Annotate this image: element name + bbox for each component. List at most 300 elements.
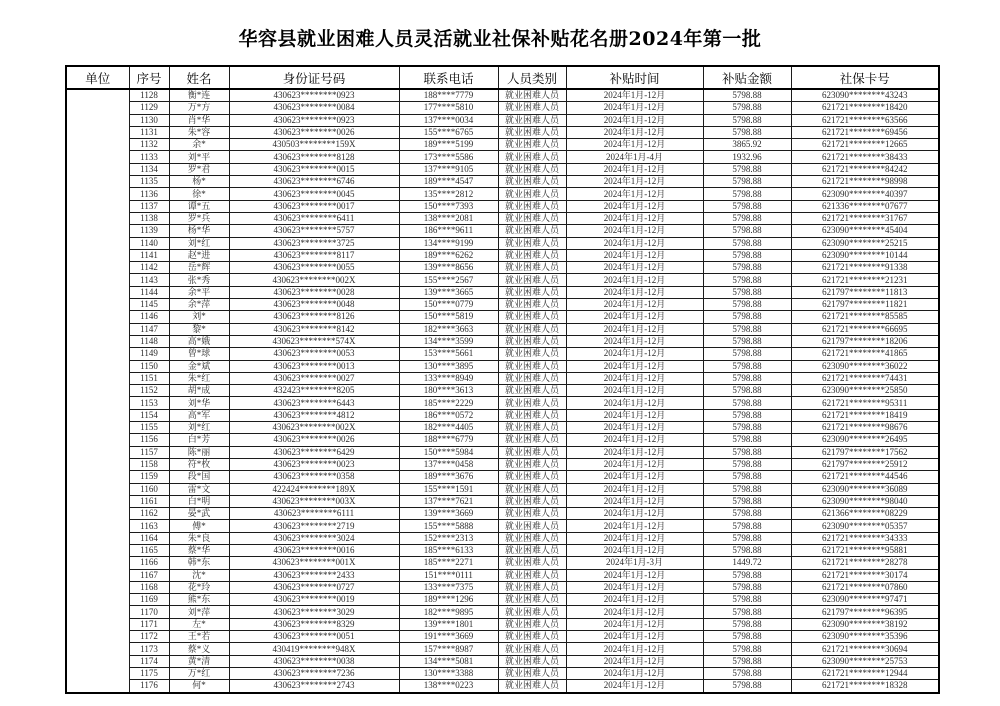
cell-subsidy-amount: 5798.88 [703,89,791,102]
cell-serial: 1160 [129,483,169,495]
cell-name: 雷*文 [169,483,229,495]
cell-name: 高*军 [169,409,229,421]
cell-category: 就业困难人员 [498,422,566,434]
cell-social-card: 623090********36089 [791,483,939,495]
cell-subsidy-amount: 5798.88 [703,274,791,286]
cell-serial: 1154 [129,409,169,421]
cell-subsidy-period: 2024年1月-12月 [566,286,703,298]
cell-subsidy-period: 2024年1月-12月 [566,139,703,151]
cell-id-number: 430623********0048 [229,299,399,311]
cell-phone: 186****0572 [399,409,498,421]
cell-serial: 1159 [129,471,169,483]
cell-subsidy-amount: 1932.96 [703,151,791,163]
cell-subsidy-period: 2024年1月-12月 [566,212,703,224]
cell-phone: 177****5810 [399,102,498,114]
cell-category: 就业困难人员 [498,372,566,384]
cell-serial: 1130 [129,114,169,126]
table-row [66,397,939,409]
cell-subsidy-amount: 5798.88 [703,544,791,556]
cell-phone: 137****0458 [399,458,498,470]
cell-serial: 1140 [129,237,169,249]
cell-name: 岳*辉 [169,262,229,274]
cell-category: 就业困难人员 [498,495,566,507]
cell-id-number: 430623********001X [229,557,399,569]
cell-subsidy-amount: 5798.88 [703,508,791,520]
table-row [66,348,939,360]
cell-social-card: 621721********18420 [791,102,939,114]
cell-id-number: 430623********8128 [229,151,399,163]
cell-phone: 191****3669 [399,631,498,643]
cell-name: 白*明 [169,495,229,507]
cell-social-card: 621336********07677 [791,200,939,212]
col-header-serial: 序号 [129,66,169,89]
cell-serial: 1134 [129,163,169,175]
cell-serial: 1128 [129,89,169,102]
cell-social-card: 623090********36022 [791,360,939,372]
cell-name: 左* [169,618,229,630]
cell-serial: 1166 [129,557,169,569]
cell-category: 就业困难人员 [498,471,566,483]
cell-subsidy-period: 2024年1月-12月 [566,458,703,470]
cell-subsidy-period: 2024年1月-12月 [566,422,703,434]
cell-name: 余*萍 [169,299,229,311]
cell-subsidy-period: 2024年1月-12月 [566,249,703,261]
cell-category: 就业困难人员 [498,225,566,237]
cell-subsidy-period: 2024年1月-12月 [566,520,703,532]
cell-social-card: 623090********38192 [791,618,939,630]
cell-subsidy-period: 2024年1月-12月 [566,372,703,384]
cell-subsidy-amount: 3865.92 [703,139,791,151]
cell-name: 何* [169,680,229,693]
cell-phone: 134****5081 [399,655,498,667]
cell-category: 就业困难人员 [498,89,566,102]
cell-category: 就业困难人员 [498,274,566,286]
cell-social-card: 621721********12665 [791,139,939,151]
cell-id-number: 430623********0727 [229,581,399,593]
cell-subsidy-amount: 5798.88 [703,188,791,200]
cell-serial: 1176 [129,680,169,693]
table-row [66,163,939,175]
cell-social-card: 621797********18206 [791,335,939,347]
cell-social-card: 621797********96395 [791,606,939,618]
cell-serial: 1138 [129,212,169,224]
cell-subsidy-period: 2024年1月-12月 [566,569,703,581]
cell-name: 韩*东 [169,557,229,569]
cell-subsidy-amount: 5798.88 [703,495,791,507]
cell-phone: 150****5984 [399,446,498,458]
cell-subsidy-period: 2024年1月-12月 [566,471,703,483]
cell-id-number: 430623********0015 [229,163,399,175]
cell-serial: 1164 [129,532,169,544]
cell-subsidy-period: 2024年1月-12月 [566,532,703,544]
cell-id-number: 430623********002X [229,274,399,286]
cell-phone: 134****3599 [399,335,498,347]
roster-table [65,65,940,694]
cell-id-number: 430623********002X [229,422,399,434]
cell-serial: 1173 [129,643,169,655]
cell-phone: 139****3665 [399,286,498,298]
cell-phone: 137****9105 [399,163,498,175]
col-header-name: 姓名 [169,66,229,89]
cell-subsidy-amount: 5798.88 [703,360,791,372]
table-row [66,323,939,335]
cell-name: 衡*连 [169,89,229,102]
cell-name: 刘*红 [169,237,229,249]
cell-subsidy-amount: 5798.88 [703,102,791,114]
table-row [66,237,939,249]
table-row [66,557,939,569]
cell-id-number: 430623********574X [229,335,399,347]
cell-category: 就业困难人员 [498,397,566,409]
cell-id-number: 430623********0017 [229,200,399,212]
cell-social-card: 623090********40397 [791,188,939,200]
cell-unit [66,89,129,693]
cell-id-number: 430623********8117 [229,249,399,261]
cell-serial: 1162 [129,508,169,520]
cell-social-card: 621721********69456 [791,126,939,138]
cell-category: 就业困难人员 [498,139,566,151]
cell-name: 刘*华 [169,397,229,409]
table-row [66,606,939,618]
cell-subsidy-period: 2024年1月-12月 [566,360,703,372]
cell-category: 就业困难人员 [498,569,566,581]
table-row [66,471,939,483]
cell-phone: 182****9895 [399,606,498,618]
cell-subsidy-period: 2024年1月-12月 [566,667,703,679]
cell-id-number: 430623********6411 [229,212,399,224]
cell-subsidy-period: 2024年1月-12月 [566,483,703,495]
cell-social-card: 621797********25912 [791,458,939,470]
cell-serial: 1152 [129,385,169,397]
cell-subsidy-amount: 5798.88 [703,655,791,667]
cell-name: 朱*容 [169,126,229,138]
cell-subsidy-amount: 5798.88 [703,262,791,274]
cell-serial: 1139 [129,225,169,237]
cell-id-number: 430623********3029 [229,606,399,618]
cell-name: 朱*良 [169,532,229,544]
table-row [66,655,939,667]
table-row [66,409,939,421]
cell-id-number: 430623********0013 [229,360,399,372]
table-row [66,249,939,261]
cell-category: 就业困难人员 [498,520,566,532]
cell-social-card: 621721********95881 [791,544,939,556]
cell-subsidy-period: 2024年1月-12月 [566,397,703,409]
cell-subsidy-period: 2024年1月-12月 [566,618,703,630]
cell-serial: 1149 [129,348,169,360]
cell-social-card: 621721********31767 [791,212,939,224]
cell-subsidy-amount: 5798.88 [703,471,791,483]
cell-subsidy-amount: 5798.88 [703,237,791,249]
cell-subsidy-amount: 5798.88 [703,643,791,655]
cell-category: 就业困难人员 [498,114,566,126]
table-row [66,212,939,224]
cell-category: 就业困难人员 [498,102,566,114]
cell-id-number: 430623********0055 [229,262,399,274]
table-row [66,176,939,188]
cell-serial: 1155 [129,422,169,434]
cell-social-card: 621721********34333 [791,532,939,544]
cell-phone: 150****7393 [399,200,498,212]
cell-phone: 133****8949 [399,372,498,384]
cell-serial: 1156 [129,434,169,446]
cell-name: 金*斌 [169,360,229,372]
cell-serial: 1137 [129,200,169,212]
cell-social-card: 623090********25850 [791,385,939,397]
cell-phone: 153****5661 [399,348,498,360]
cell-social-card: 621366********08229 [791,508,939,520]
cell-serial: 1147 [129,323,169,335]
cell-subsidy-amount: 5798.88 [703,594,791,606]
cell-social-card: 621797********11813 [791,286,939,298]
cell-subsidy-period: 2024年1月-12月 [566,643,703,655]
cell-name: 白*芳 [169,434,229,446]
col-header-phone: 联系电话 [399,66,498,89]
cell-id-number: 430623********2433 [229,569,399,581]
cell-phone: 133****7375 [399,581,498,593]
cell-category: 就业困难人员 [498,532,566,544]
cell-serial: 1172 [129,631,169,643]
cell-phone: 173****5586 [399,151,498,163]
cell-id-number: 430623********0026 [229,126,399,138]
cell-name: 陈*丽 [169,446,229,458]
cell-category: 就业困难人员 [498,212,566,224]
cell-serial: 1145 [129,299,169,311]
cell-name: 蔡*华 [169,544,229,556]
cell-subsidy-amount: 5798.88 [703,434,791,446]
cell-id-number: 430623********4812 [229,409,399,421]
cell-category: 就业困难人员 [498,360,566,372]
cell-social-card: 621721********44546 [791,471,939,483]
cell-category: 就业困难人员 [498,655,566,667]
cell-phone: 188****7779 [399,89,498,102]
cell-social-card: 623090********43243 [791,89,939,102]
cell-social-card: 621721********38433 [791,151,939,163]
cell-id-number: 430623********7236 [229,667,399,679]
cell-name: 万*红 [169,667,229,679]
cell-subsidy-amount: 5798.88 [703,458,791,470]
cell-subsidy-amount: 5798.88 [703,667,791,679]
cell-phone: 135****2812 [399,188,498,200]
cell-subsidy-period: 2024年1月-12月 [566,544,703,556]
table-row [66,643,939,655]
cell-subsidy-amount: 5798.88 [703,286,791,298]
cell-serial: 1144 [129,286,169,298]
cell-social-card: 621721********85585 [791,311,939,323]
cell-subsidy-period: 2024年1月-12月 [566,631,703,643]
cell-category: 就业困难人员 [498,483,566,495]
cell-subsidy-amount: 5798.88 [703,249,791,261]
cell-id-number: 432423********8205 [229,385,399,397]
col-header-subsidy-period: 补贴时间 [566,66,703,89]
cell-serial: 1146 [129,311,169,323]
cell-id-number: 430623********6746 [229,176,399,188]
cell-category: 就业困难人员 [498,446,566,458]
cell-subsidy-period: 2024年1月-12月 [566,114,703,126]
cell-category: 就业困难人员 [498,594,566,606]
cell-subsidy-period: 2024年1月-12月 [566,274,703,286]
cell-social-card: 623090********10144 [791,249,939,261]
cell-id-number: 430623********0016 [229,544,399,556]
cell-subsidy-period: 2024年1月-12月 [566,335,703,347]
cell-category: 就业困难人员 [498,176,566,188]
table-row [66,274,939,286]
cell-subsidy-amount: 5798.88 [703,335,791,347]
cell-subsidy-amount: 5798.88 [703,311,791,323]
table-row [66,544,939,556]
cell-social-card: 621721********28278 [791,557,939,569]
cell-id-number: 430623********2719 [229,520,399,532]
cell-id-number: 430623********0026 [229,434,399,446]
table-row [66,483,939,495]
cell-serial: 1143 [129,274,169,286]
col-header-subsidy-amount: 补贴金额 [703,66,791,89]
header-row [66,66,939,89]
table-row [66,631,939,643]
cell-serial: 1133 [129,151,169,163]
cell-subsidy-period: 2024年1月-12月 [566,262,703,274]
table-row [66,422,939,434]
cell-category: 就业困难人员 [498,200,566,212]
cell-name: 张*秀 [169,274,229,286]
cell-phone: 155****2567 [399,274,498,286]
cell-id-number: 430623********0028 [229,286,399,298]
table-row [66,508,939,520]
cell-id-number: 430503********159X [229,139,399,151]
table-row [66,434,939,446]
cell-subsidy-period: 2024年1月-12月 [566,126,703,138]
cell-category: 就业困难人员 [498,667,566,679]
cell-category: 就业困难人员 [498,680,566,693]
cell-name: 符*枚 [169,458,229,470]
cell-category: 就业困难人员 [498,581,566,593]
cell-name: 曾*球 [169,348,229,360]
cell-subsidy-amount: 5798.88 [703,176,791,188]
table-row [66,495,939,507]
cell-category: 就业困难人员 [498,409,566,421]
cell-social-card: 623090********05357 [791,520,939,532]
cell-phone: 138****2081 [399,212,498,224]
cell-category: 就业困难人员 [498,348,566,360]
table-row [66,102,939,114]
cell-subsidy-amount: 5798.88 [703,581,791,593]
cell-social-card: 621721********07860 [791,581,939,593]
cell-name: 黄*清 [169,655,229,667]
cell-name: 刘*平 [169,151,229,163]
cell-id-number: 430623********0923 [229,114,399,126]
cell-subsidy-amount: 5798.88 [703,225,791,237]
cell-name: 赵*进 [169,249,229,261]
cell-serial: 1174 [129,655,169,667]
cell-social-card: 621721********41865 [791,348,939,360]
cell-subsidy-period: 2024年1月-12月 [566,311,703,323]
cell-id-number: 430623********2743 [229,680,399,693]
cell-serial: 1169 [129,594,169,606]
table-row [66,532,939,544]
cell-name: 刘* [169,311,229,323]
cell-phone: 150****5819 [399,311,498,323]
cell-id-number: 430623********8329 [229,618,399,630]
cell-subsidy-period: 2024年1月-12月 [566,225,703,237]
cell-id-number: 430623********6111 [229,508,399,520]
cell-subsidy-amount: 5798.88 [703,299,791,311]
cell-subsidy-amount: 5798.88 [703,126,791,138]
cell-subsidy-amount: 5798.88 [703,680,791,693]
cell-id-number: 430623********3725 [229,237,399,249]
cell-phone: 185****2229 [399,397,498,409]
table-row [66,139,939,151]
table-row [66,200,939,212]
cell-subsidy-amount: 5798.88 [703,409,791,421]
cell-name: 傅* [169,520,229,532]
cell-subsidy-period: 2024年1月-12月 [566,188,703,200]
cell-subsidy-period: 2024年1月-12月 [566,89,703,102]
cell-id-number: 430623********0358 [229,471,399,483]
table-row [66,262,939,274]
cell-name: 杨*华 [169,225,229,237]
table-row [66,385,939,397]
cell-category: 就业困难人员 [498,434,566,446]
cell-subsidy-amount: 5798.88 [703,385,791,397]
cell-social-card: 621797********17562 [791,446,939,458]
cell-subsidy-period: 2024年1月-12月 [566,606,703,618]
cell-category: 就业困难人员 [498,385,566,397]
table-row [66,286,939,298]
cell-subsidy-amount: 5798.88 [703,446,791,458]
cell-social-card: 623090********25215 [791,237,939,249]
cell-subsidy-amount: 5798.88 [703,483,791,495]
cell-phone: 189****5199 [399,139,498,151]
cell-serial: 1161 [129,495,169,507]
cell-id-number: 430623********0027 [229,372,399,384]
cell-category: 就业困难人员 [498,262,566,274]
cell-phone: 180****3613 [399,385,498,397]
cell-serial: 1157 [129,446,169,458]
cell-id-number: 430419********948X [229,643,399,655]
cell-social-card: 621797********11821 [791,299,939,311]
cell-social-card: 621721********84242 [791,163,939,175]
cell-subsidy-amount: 5798.88 [703,618,791,630]
cell-id-number: 430623********0023 [229,458,399,470]
cell-category: 就业困难人员 [498,163,566,175]
cell-subsidy-period: 2024年1月-3月 [566,557,703,569]
cell-subsidy-period: 2024年1月-12月 [566,434,703,446]
cell-phone: 139****3669 [399,508,498,520]
cell-category: 就业困难人员 [498,323,566,335]
cell-serial: 1168 [129,581,169,593]
cell-phone: 185****6133 [399,544,498,556]
cell-id-number: 430623********003X [229,495,399,507]
cell-social-card: 621721********21231 [791,274,939,286]
cell-id-number: 430623********6443 [229,397,399,409]
cell-name: 谭*五 [169,200,229,212]
table-row [66,311,939,323]
cell-name: 肖*华 [169,114,229,126]
cell-id-number: 430623********0053 [229,348,399,360]
cell-phone: 150****0779 [399,299,498,311]
cell-name: 刘*红 [169,422,229,434]
cell-serial: 1129 [129,102,169,114]
cell-phone: 157****8987 [399,643,498,655]
cell-subsidy-period: 2024年1月-12月 [566,323,703,335]
cell-name: 王*若 [169,631,229,643]
table-row [66,680,939,693]
col-header-unit: 单位 [66,66,129,89]
cell-category: 就业困难人员 [498,458,566,470]
cell-id-number: 430623********0045 [229,188,399,200]
table-row [66,667,939,679]
cell-subsidy-period: 2024年1月-12月 [566,348,703,360]
